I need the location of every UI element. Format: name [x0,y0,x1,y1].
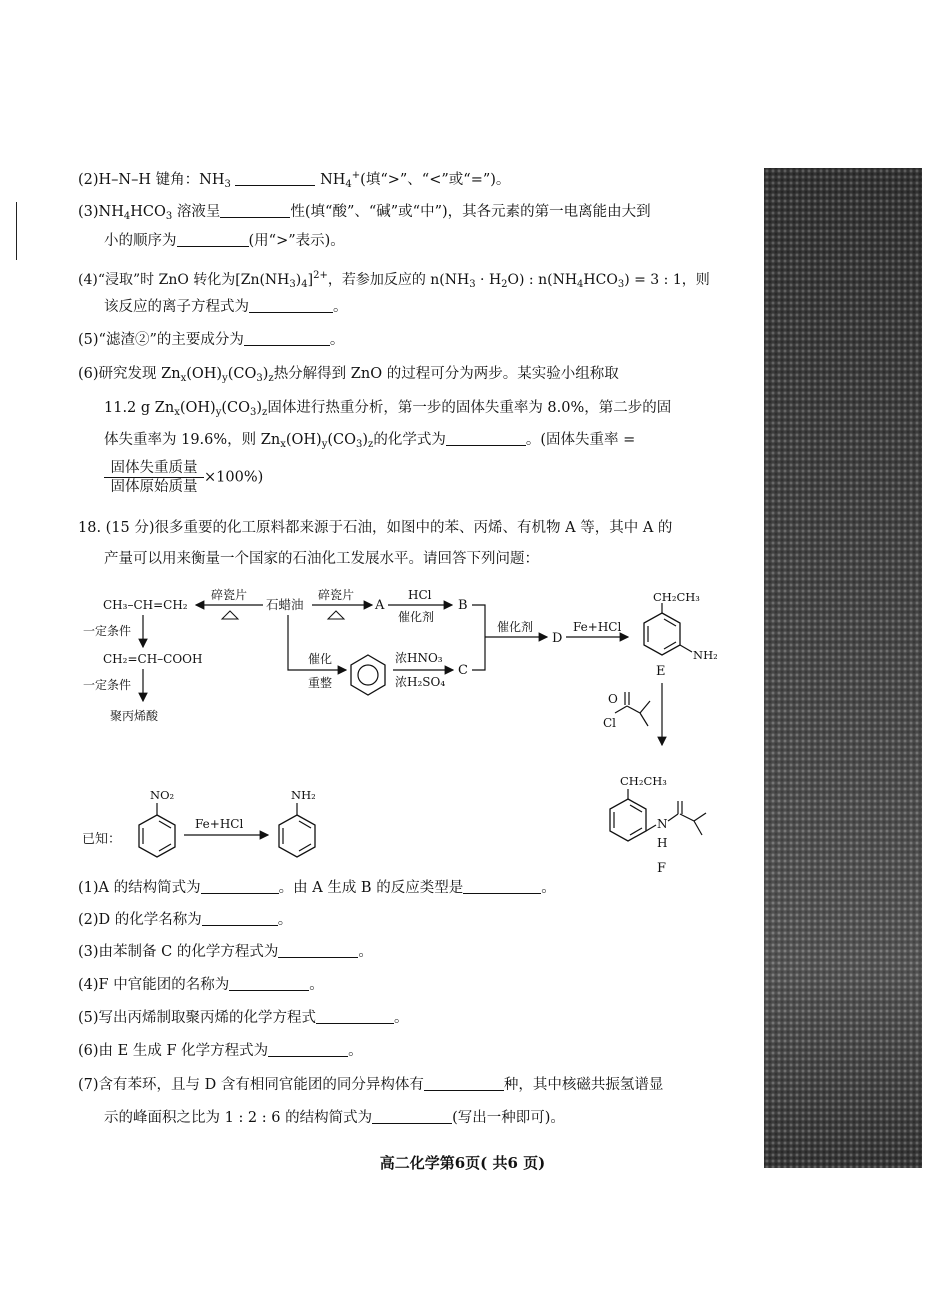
F-h-label: H [657,836,668,850]
no2-label: NO₂ [150,788,175,802]
answer-blank[interactable] [202,911,278,926]
q18-part6: (6)由 E 生成 F 化学方程式为 。 [78,1043,363,1059]
scan-texture-shade [764,168,922,1168]
synthesis-scheme [0,575,760,900]
acyl-o-label: O [608,692,618,706]
q18-part4: (4)F 中官能团的名称为 。 [78,977,324,993]
q18-part2: (2)D 的化学名称为 。 [78,912,293,928]
q17-part6-line2: 11.2 g $Zn_x(OH)_y(CO_3)_z$固体进行热重分析，第一步的固体失重率为 8.0%，第二步的固 [104,400,672,418]
fraction-numerator: 固体失重质量 [110,460,198,476]
acrylic-acid-label: CH₂=CH–COOH [103,652,203,666]
A-label: A [375,598,385,613]
q17-part5: (5)“滤渣②”的主要成分为 。 [78,332,345,348]
hno3-label: 浓HNO₃ [395,651,443,665]
E-molecule [644,590,718,679]
reforming-label-2: 重整 [308,676,333,690]
nh2-label-2: NH₂ [291,788,316,802]
q18-intro-line1: 18. (15 分)很多重要的化工原料都来源于石油，如图中的苯、丙烯、有机物 A 等，其中 A 的 [78,520,673,536]
paraffin-label: 石蜡油 [266,597,304,612]
E-nh2-label: NH₂ [693,648,718,662]
known-label: 已知： [82,832,122,847]
acyl-cl-label: Cl [603,716,617,730]
answer-blank[interactable] [220,203,290,218]
D-label: D [552,631,563,646]
reforming-label-1: 催化 [308,652,333,666]
answer-blank[interactable] [244,331,330,346]
cond-label-1: 一定条件 [83,624,132,638]
cond-label-b: 碎瓷片 [318,588,355,602]
answer-blank[interactable] [268,1042,348,1057]
answer-blank[interactable] [201,879,279,894]
mass-loss-fraction [104,459,263,496]
answer-blank[interactable] [229,976,309,991]
cond-label-2: 一定条件 [83,678,132,692]
cond-label-a: 碎瓷片 [211,588,248,602]
acyl-chloride [603,692,650,730]
E-label: E [656,664,666,679]
F-n-label: N [657,817,668,831]
aniline [279,788,316,857]
E-ethyl-label: CH₂CH₃ [653,590,700,604]
benzene-molecule [351,655,385,695]
F-benzene-ring [610,799,646,841]
heat-triangle-a [222,611,238,619]
nitrobenzene [139,788,175,857]
h2so4-label: 浓H₂SO₄ [395,675,446,689]
q18-part7-line2: 示的峰面积之比为 1 : 2 : 6 的结构简式为 (写出一种即可)。 [104,1110,565,1126]
answer-blank[interactable] [372,1109,452,1124]
q17-part6-line1: (6)研究发现 $Zn_x(OH)_y(CO_3)_z$热分解得到 ZnO 的过程可分为两步。某实验小组称取 [78,366,619,384]
fehcl-label: Fe+HCl [573,620,622,634]
q17-part2: (2)H–N–H 键角：$NH_3$ $NH_4^+$(填“>”、“<”或“=”)。 [78,170,511,190]
C-label: C [458,663,468,678]
B-label: B [458,598,468,613]
fraction-tail: ×100%) [204,469,264,486]
benzene-ring [351,655,385,695]
answer-blank[interactable] [446,431,526,446]
answer-blank[interactable] [249,298,333,313]
q17-part3-line2: 小的顺序为 (用“>”表示)。 [104,233,345,249]
margin-mark [16,202,17,260]
q18-intro-line2: 产量可以用来衡量一个国家的石油化工发展水平。请回答下列问题： [104,551,539,567]
answer-blank[interactable] [424,1076,504,1091]
fraction-denominator: 固体原始质量 [110,479,198,495]
q17-part3-line1: $(3)NH_4HCO_3$ 溶液呈 性(填“酸”、“碱”或“中”)，其各元素的第一电离能由大到 [78,204,651,222]
F-ethyl-label: CH₂CH₃ [620,774,667,788]
answer-blank[interactable] [235,171,315,186]
catalyst-label-1: 催化剂 [398,610,435,624]
answer-blank[interactable] [278,943,358,958]
page-footer: 高二化学第6页( 共6 页) [379,1154,546,1172]
heat-triangle-b [328,611,344,619]
q18-part3: (3)由苯制备 C 的化学方程式为 。 [78,944,373,960]
answer-blank[interactable] [463,879,541,894]
fehcl-label-2: Fe+HCl [195,817,244,831]
propene-label: CH₃–CH=CH₂ [103,598,188,612]
answer-blank[interactable] [316,1009,394,1024]
q17-part6-line3: 体失重率为 19.6%，则 $Zn_x(OH)_y(CO_3)_z$的化学式为 。(固体失重率 = [104,432,636,450]
answer-blank[interactable] [177,232,249,247]
hcl-label: HCl [408,588,432,602]
F-molecule [610,774,706,876]
bracket-BC [472,605,485,670]
q17-part4-line2: 该反应的离子方程式为 。 [104,299,348,315]
paa-label: 聚丙烯酸 [110,709,159,723]
E-benzene-ring [644,613,680,655]
q18-part1: (1)A 的结构简式为 。由 A 生成 B 的反应类型是 。 [78,880,556,896]
q18-part7-line1: (7)含有苯环，且与 D 含有相同官能团的同分异构体有 种，其中核磁共振氢谱显 [78,1077,664,1093]
q17-part4-line1: (4)“浸取”时 ZnO 转化为$[Zn(NH_3)_4]^{2+}$，若参加反应的 $n(NH_3 \cdot H_2O)$ : $n(NH_4HCO_3) = 3$ : 1，则 [78,270,710,290]
F-label: F [657,861,667,876]
q18-part5: (5)写出丙烯制取聚丙烯的化学方程式 。 [78,1010,409,1026]
catalyst-label-2: 催化剂 [497,620,534,634]
